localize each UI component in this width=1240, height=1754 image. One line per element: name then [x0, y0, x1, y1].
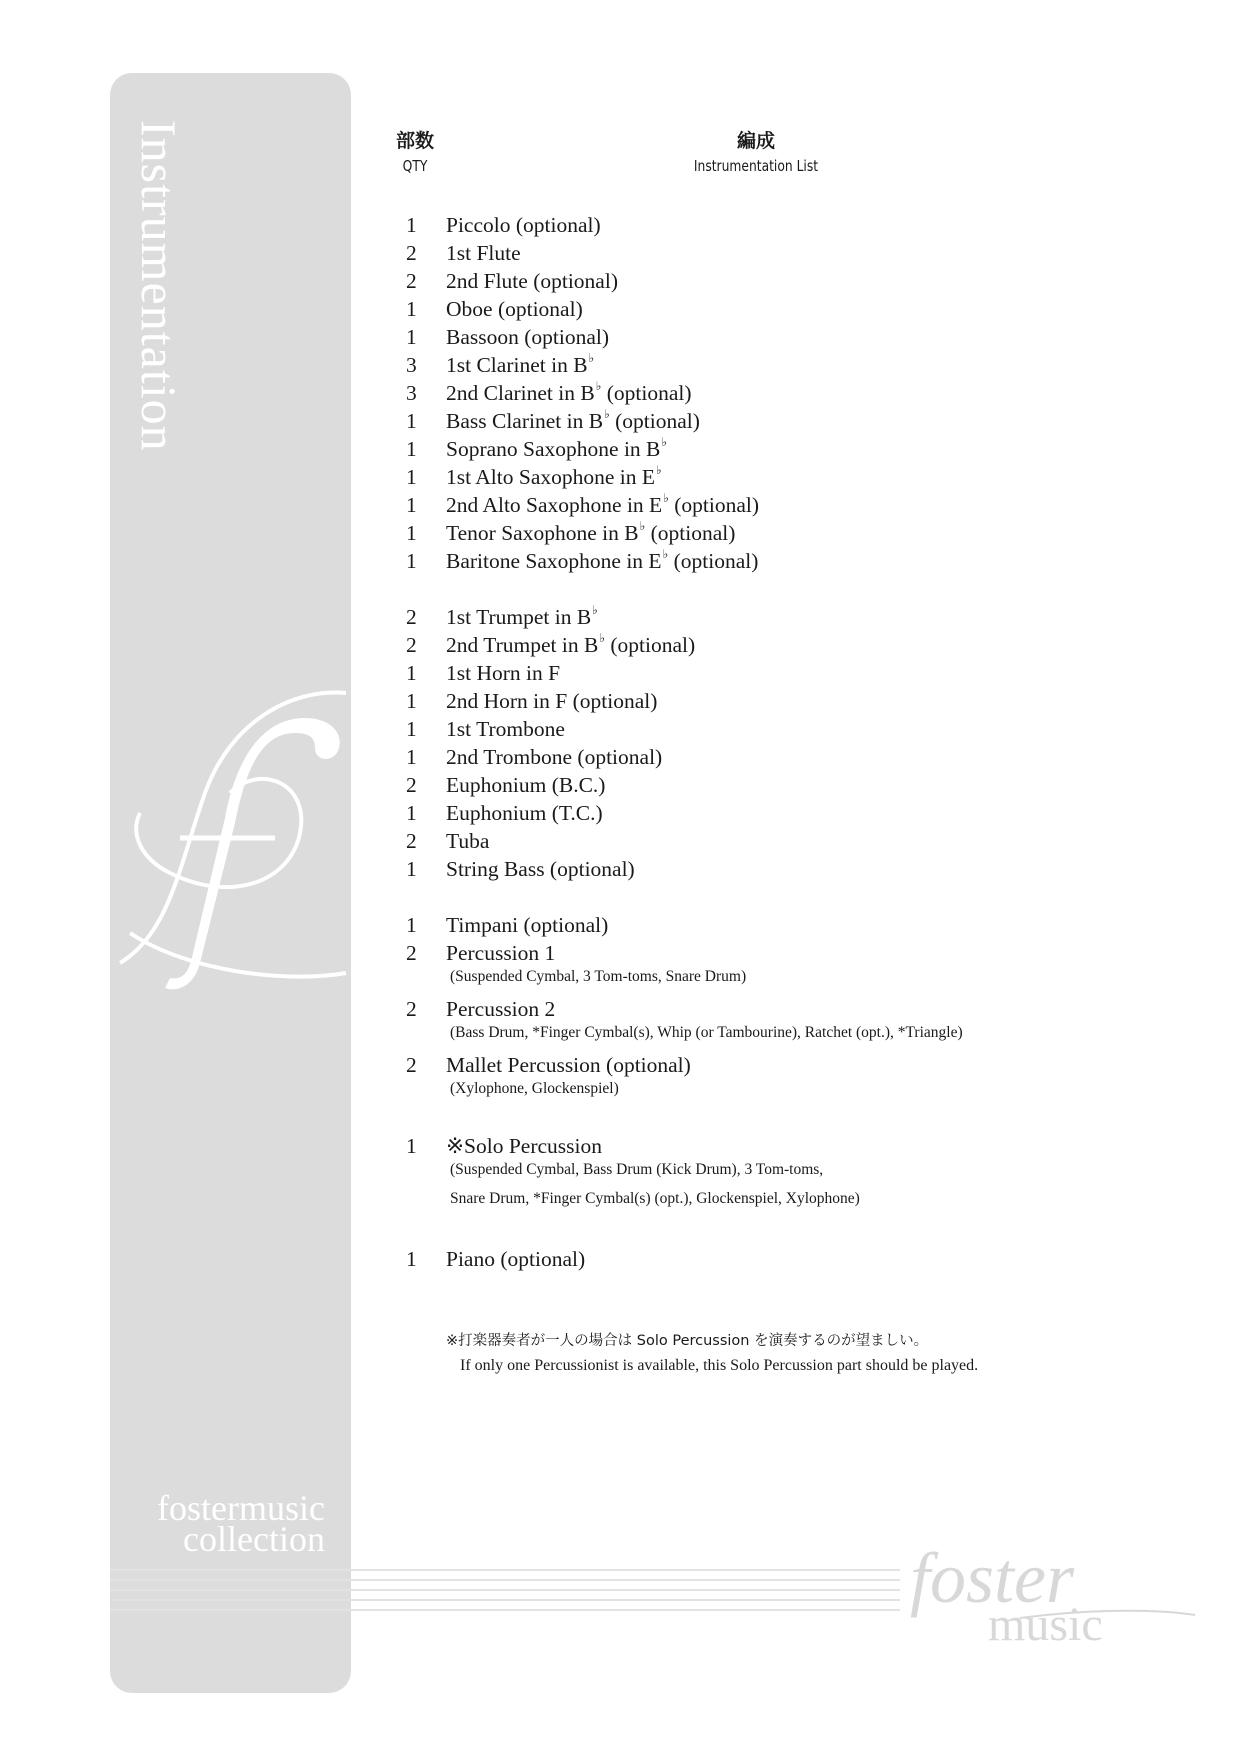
item-name-text: Bass Clarinet in B [446, 409, 604, 433]
item-name-text: Piano (optional) [446, 1247, 586, 1271]
item-name-suffix: (optional) [601, 381, 692, 405]
item-name-text: Timpani (optional) [446, 913, 609, 937]
item-qty: 1 [406, 745, 417, 769]
item-name-text: Tuba [446, 829, 490, 853]
item-name-text: Soprano Saxophone in B [446, 437, 661, 461]
item-name-text: Piccolo (optional) [446, 213, 601, 237]
item-name-text: 2nd Horn in F (optional) [446, 689, 658, 713]
flat-symbol: ♭ [592, 603, 598, 617]
item-qty: 1 [406, 913, 417, 937]
item-name-text: 1st Trumpet in B [446, 605, 592, 629]
item-name [446, 353, 594, 378]
item-name [446, 1134, 602, 1159]
item-name [446, 465, 662, 490]
item-name-text: Percussion 1 [446, 941, 556, 965]
item-name [446, 773, 605, 798]
item-qty: 1 [406, 465, 417, 489]
item-name-suffix: (optional) [645, 521, 736, 545]
item-qty: 1 [406, 689, 417, 713]
sidebar-title: Instrumentation [131, 120, 187, 452]
item-qty: 2 [406, 241, 417, 265]
item-name [446, 381, 692, 406]
item-name-text: Oboe (optional) [446, 297, 583, 321]
footnote-en: If only one Percussionist is available, this Solo Percussion part should be played. [460, 1357, 979, 1374]
item-name-text: Euphonium (T.C.) [446, 801, 603, 825]
item-name-text: Euphonium (B.C.) [446, 773, 606, 797]
collection-label [157, 1488, 325, 1559]
item-name-suffix: (optional) [668, 549, 759, 573]
flat-symbol: ♭ [656, 463, 662, 477]
item-name [446, 1053, 691, 1078]
item-qty: 1 [406, 549, 417, 573]
item-name [446, 493, 759, 518]
item-detail: (Suspended Cymbal, 3 Tom-toms, Snare Drum) [450, 968, 747, 985]
item-name-suffix: (optional) [605, 633, 696, 657]
item-name [446, 941, 555, 966]
item-name-suffix: (optional) [609, 409, 700, 433]
item-name [446, 857, 635, 882]
item-qty: 2 [406, 269, 417, 293]
item-qty: 2 [406, 773, 417, 797]
flat-symbol: ♭ [663, 491, 669, 505]
item-qty: 2 [406, 633, 417, 657]
item-name-text: Percussion 2 [446, 997, 556, 1021]
item-name [446, 437, 667, 462]
item-qty: 1 [406, 1134, 417, 1158]
flat-symbol: ♭ [588, 351, 595, 365]
clef-ornament-icon [110, 633, 351, 1053]
item-name-text: Bassoon (optional) [446, 325, 610, 349]
item-name-text: 2nd Alto Saxophone in E [446, 493, 663, 517]
staff-lines-decoration [110, 1568, 900, 1618]
item-name-text: 2nd Flute (optional) [446, 269, 618, 293]
item-qty: 1 [406, 717, 417, 741]
list-header-jp: 編成 [736, 130, 775, 152]
item-name [446, 1247, 585, 1272]
item-qty: 2 [406, 1053, 417, 1077]
item-name [446, 409, 700, 434]
item-qty: 2 [406, 941, 417, 965]
item-detail: Snare Drum, *Finger Cymbal(s) (opt.), Glockenspiel, Xylophone) [450, 1190, 860, 1207]
item-name [446, 213, 601, 238]
item-name-suffix: (optional) [668, 493, 760, 517]
item-name [446, 689, 657, 714]
item-name [446, 661, 560, 686]
item-name-text: 2nd Clarinet in B [446, 381, 595, 405]
item-name-text: Tenor Saxophone in B [446, 521, 639, 545]
item-detail: (Suspended Cymbal, Bass Drum (Kick Drum), 3 Tom-toms, [450, 1161, 824, 1178]
item-qty: 3 [406, 353, 417, 377]
item-detail: (Bass Drum, *Finger Cymbal(s), Whip (or Tambourine), Ratchet (opt.), *Triangle) [450, 1024, 963, 1041]
item-qty: 1 [406, 297, 417, 321]
item-name-text: ※Solo Percussion [446, 1134, 602, 1158]
item-qty: 2 [406, 605, 417, 629]
flat-symbol: ♭ [595, 379, 602, 393]
item-name-text: 1st Clarinet in B [446, 353, 588, 377]
item-qty: 1 [406, 1247, 417, 1271]
item-name [446, 549, 758, 574]
item-name [446, 801, 603, 826]
item-name [446, 241, 521, 266]
item-qty: 1 [406, 409, 417, 433]
item-name [446, 997, 555, 1022]
collection-line1: fostermusic [157, 1488, 325, 1528]
item-name [446, 913, 608, 938]
item-name-text: 1st Flute [446, 241, 521, 265]
item-qty: 1 [406, 213, 417, 237]
item-name [446, 829, 489, 854]
flat-symbol: ♭ [639, 519, 646, 533]
item-name [446, 325, 609, 350]
item-name-text: 2nd Trumpet in B [446, 633, 599, 657]
list-header [646, 126, 866, 175]
item-qty: 1 [406, 493, 417, 517]
item-name-text: Baritone Saxophone in E [446, 549, 662, 573]
item-name [446, 297, 583, 322]
foster-music-logo [900, 1540, 1200, 1650]
flat-symbol: ♭ [662, 547, 669, 561]
item-name-text: String Bass (optional) [446, 857, 635, 881]
item-qty: 3 [406, 381, 417, 405]
item-qty: 1 [406, 325, 417, 349]
item-name-text: Mallet Percussion (optional) [446, 1053, 691, 1077]
footnote-jp: ※打楽器奏者が一人の場合は Solo Percussion を演奏するのが望ましい。 [446, 1333, 929, 1349]
item-name-text: 1st Horn in F [446, 661, 561, 685]
item-name [446, 521, 735, 546]
item-qty: 1 [406, 801, 417, 825]
item-name-text: 2nd Trombone (optional) [446, 745, 663, 769]
qty-header-jp: 部数 [395, 130, 434, 152]
collection-line2: collection [183, 1519, 325, 1559]
item-qty: 1 [406, 521, 417, 545]
item-detail: (Xylophone, Glockenspiel) [450, 1080, 619, 1097]
item-name [446, 269, 618, 294]
item-name [446, 717, 565, 742]
item-name-text: 1st Trombone [446, 717, 565, 741]
list-header-en: Instrumentation List [693, 157, 819, 175]
item-qty: 1 [406, 437, 417, 461]
item-qty: 1 [406, 857, 417, 881]
item-qty: 1 [406, 661, 417, 685]
flat-symbol: ♭ [599, 631, 605, 645]
qty-header [390, 126, 440, 175]
item-qty: 2 [406, 829, 417, 853]
item-name [446, 745, 662, 770]
logo-line2: music [988, 1598, 1103, 1650]
qty-header-en: QTY [402, 157, 428, 175]
flat-symbol: ♭ [661, 435, 668, 449]
item-name [446, 605, 598, 630]
flat-symbol: ♭ [604, 407, 610, 421]
logo-line1: foster [910, 1540, 1075, 1618]
item-name [446, 633, 695, 658]
item-name-text: 1st Alto Saxophone in E [446, 465, 656, 489]
item-qty: 2 [406, 997, 417, 1021]
